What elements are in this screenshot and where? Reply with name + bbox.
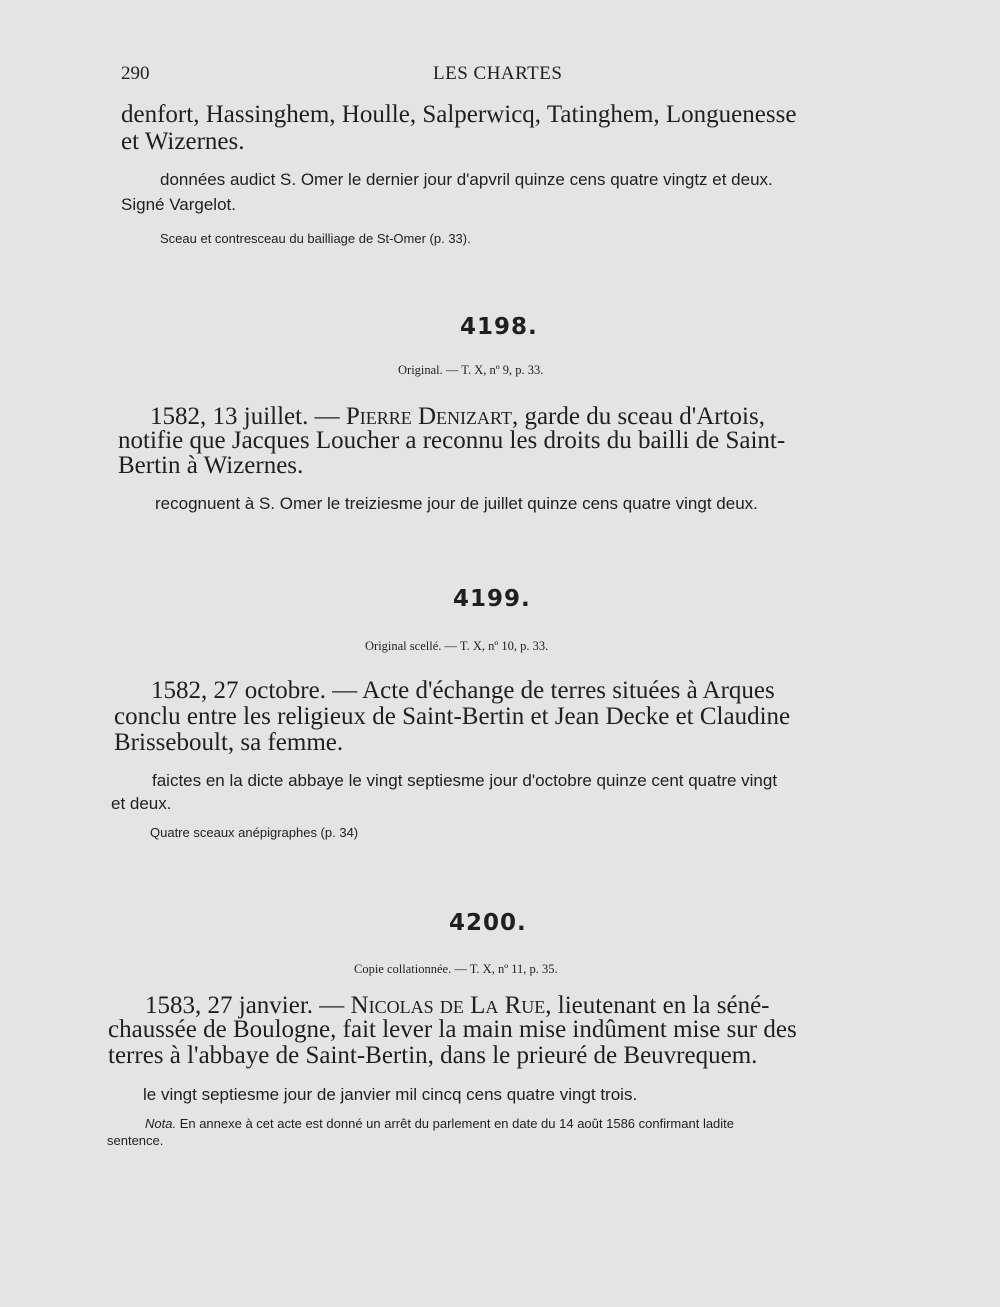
- person-name: Pierre Denizart: [345, 403, 512, 430]
- entry-seal-note: Quatre sceaux anépigraphes (p. 34): [150, 825, 359, 840]
- page-number: 290: [121, 63, 150, 84]
- entry-nota-continued: sentence.: [107, 1133, 164, 1148]
- entry-quote-1: recognuent à S. Omer le treiziesme jour de juillet quinze cens quatre vingt deux.: [155, 494, 758, 513]
- entry-source: Original. — T. X, nº 9, p. 33.: [398, 363, 544, 377]
- person-name: Nicolas de La Rue: [350, 992, 546, 1019]
- entry-date: 1583, 27 janvier. —: [145, 992, 351, 1019]
- nota-text: En annexe à cet acte est donné un arrêt du parlement en date du 14 août 1586 confirmant ladite: [176, 1116, 735, 1131]
- entry-number: 4200.: [449, 910, 527, 936]
- entry-date: 1582, 13 juillet. —: [150, 403, 346, 430]
- entry-number: 4199.: [453, 586, 531, 612]
- entry-line-rest: , garde du sceau d'Artois,: [511, 403, 765, 430]
- continuation-line-1: denfort, Hassinghem, Houlle, Salperwicq, Tatinghem, Longuenesse: [121, 101, 797, 128]
- entry-line-rest: , lieutenant en la séné-: [545, 992, 770, 1019]
- entry-quote-1: faictes en la dicte abbaye le vingt septiesme jour d'octobre quinze cent quatre vingt: [152, 771, 778, 790]
- entry-line-2: chaussée de Boulogne, fait lever la main mise indûment mise sur des: [108, 1016, 797, 1043]
- entry-line-3: Bertin à Wizernes.: [118, 452, 304, 479]
- entry-line-1: 1582, 27 octobre. — Acte d'échange de terres situées à Arques: [151, 677, 775, 704]
- running-title: LES CHARTES: [433, 63, 563, 84]
- entry-line-2: conclu entre les religieux de Saint-Bertin et Jean Decke et Claudine: [114, 703, 791, 730]
- continuation-quote-1: données audict S. Omer le dernier jour d'apvril quinze cens quatre vingtz et deux.: [160, 170, 773, 189]
- entry-quote-2: et deux.: [111, 794, 172, 813]
- entry-source: Copie collationnée. — T. X, nº 11, p. 35.: [354, 962, 558, 976]
- entry-source: Original scellé. — T. X, nº 10, p. 33.: [365, 639, 549, 653]
- entry-line-3: terres à l'abbaye de Saint-Bertin, dans le prieuré de Beuvrequem.: [108, 1042, 758, 1069]
- entry-number: 4198.: [460, 314, 538, 340]
- entry-quote-1: le vingt septiesme jour de janvier mil cincq cens quatre vingt trois.: [143, 1085, 638, 1104]
- continuation-line-2: et Wizernes.: [121, 128, 245, 155]
- entry-nota: [145, 1116, 734, 1131]
- continuation-quote-2: Signé Vargelot.: [121, 195, 236, 214]
- entry-line-3: Brisseboult, sa femme.: [114, 729, 344, 756]
- continuation-seal-note: Sceau et contresceau du bailliage de St-Omer (p. 33).: [160, 231, 471, 246]
- entry-line-2: notifie que Jacques Loucher a reconnu les droits du bailli de Saint-: [118, 427, 786, 454]
- nota-label: Nota.: [145, 1116, 177, 1131]
